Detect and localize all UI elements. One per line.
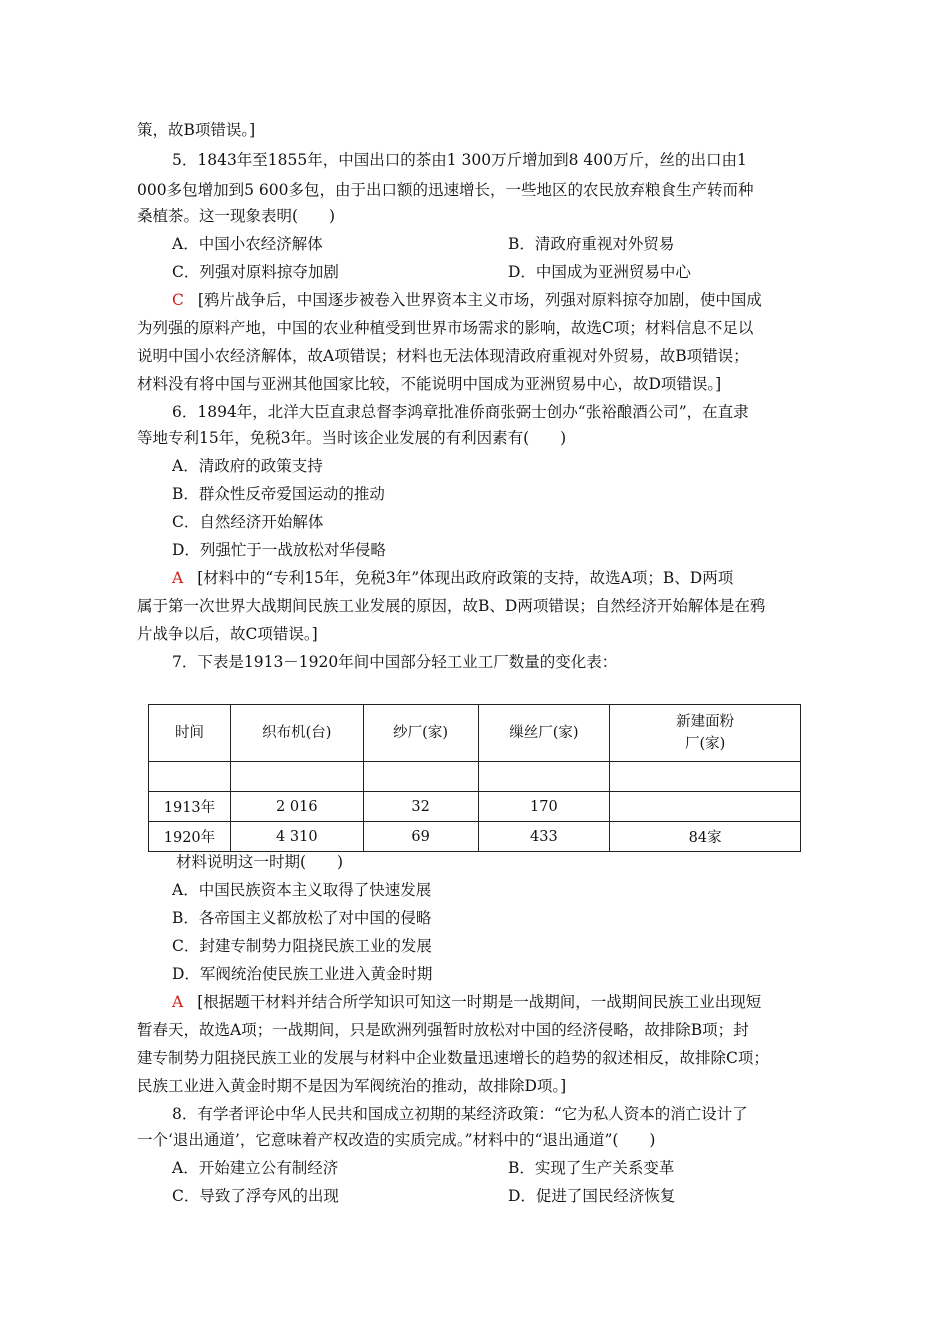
q5-explanation-line: C [鸦片战争后，中国逐步被卷入世界资本主义市场，列强对原料掠夺加剧，使中国成: [172, 291, 762, 309]
q7-explanation-line: 暂春天，故选A项；一战期间，只是欧洲列强暂时放松对中国的经济侵略，故排除B项；封: [137, 1021, 749, 1039]
table-header-cell: 纱厂(家): [363, 705, 478, 762]
text-line: 策，故B项错误。]: [137, 121, 256, 139]
table-cell: 2 016: [230, 792, 363, 822]
table-row: [149, 822, 801, 852]
q8-option-b: B．实现了生产关系变革: [508, 1159, 675, 1177]
table-cell: 170: [478, 792, 610, 822]
table-cell: 84家: [610, 822, 801, 852]
question-5-stem: 5．1843年至1855年，中国出口的茶由1 300万斤增加到8 400万斤，丝的出口由1: [172, 151, 747, 169]
q5-option-a: A．中国小农经济解体: [172, 235, 323, 253]
q6-option-a: A．清政府的政策支持: [172, 457, 323, 475]
table-cell: 433: [478, 822, 610, 852]
table-header-cell: 时间: [149, 705, 231, 762]
question-6-stem: 6．1894年，北洋大臣直隶总督李鸿章批准侨商张弼士创办“张裕酿酒公司”，在直隶: [172, 403, 749, 421]
q7-prompt: 材料说明这一时期( ): [176, 853, 344, 871]
q5-explanation-line: 说明中国小农经济解体，故A项错误；材料也无法体现清政府重视对外贸易，故B项错误；: [137, 347, 749, 365]
q7-option-c: C．封建专制势力阻挠民族工业的发展: [172, 937, 432, 955]
q8-option-c: C．导致了浮夸风的出现: [172, 1187, 339, 1205]
table-cell: [230, 762, 363, 792]
table-cell: [149, 762, 231, 792]
table-header-cell: 织布机(台): [230, 705, 363, 762]
q8-option-d: D．促进了国民经济恢复: [508, 1187, 676, 1205]
table-row: [149, 762, 801, 792]
table-cell: 4 310: [230, 822, 363, 852]
q5-option-d: D．中国成为亚洲贸易中心: [508, 263, 691, 281]
q6-option-c: C．自然经济开始解体: [172, 513, 324, 531]
text-line: 000多包增加到5 600多包，由于出口额的迅速增长，一些地区的农民放弃粮食生产转而种: [137, 181, 754, 199]
q5-explanation-line: 为列强的原料产地，中国的农业种植受到世界市场需求的影响，故选C项；材料信息不足以: [137, 319, 754, 337]
text-line: 桑植茶。这一现象表明( ): [137, 207, 336, 225]
q5-option-c: C．列强对原料掠夺加剧: [172, 263, 339, 281]
table-cell: 32: [363, 792, 478, 822]
q7-option-b: B．各帝国主义都放松了对中国的侵略: [172, 909, 432, 927]
q6-explanation-line: 片战争以后，故C项错误。]: [137, 625, 318, 643]
question-6-stem: 等地专利15年，免税3年。当时该企业发展的有利因素有( ): [137, 429, 567, 447]
question-7-stem: 7．下表是1913－1920年间中国部分轻工业工厂数量的变化表：: [172, 653, 618, 671]
q7-answer: A: [172, 993, 184, 1011]
q6-option-d: D．列强忙于一战放松对华侵略: [172, 541, 386, 559]
table-cell: 69: [363, 822, 478, 852]
q6-explanation-line: 属于第一次世界大战期间民族工业发展的原因，故B、D两项错误；自然经济开始解体是在鸦: [137, 597, 766, 615]
table-cell: 1913年: [149, 792, 231, 822]
table-cell: [610, 792, 801, 822]
table-header-cell: 缫丝厂(家): [478, 705, 610, 762]
q7-option-a: A．中国民族资本主义取得了快速发展: [172, 881, 432, 899]
table-header-row: [149, 705, 801, 762]
q5-option-b: B．清政府重视对外贸易: [508, 235, 675, 253]
table-cell: 1920年: [149, 822, 231, 852]
q6-answer: A: [172, 569, 184, 587]
q7-explanation-line: A [根据题干材料并结合所学知识可知这一时期是一战期间，一战期间民族工业出现短: [172, 993, 762, 1011]
q5-explanation-line: 材料没有将中国与亚洲其他国家比较，不能说明中国成为亚洲贸易中心，故D项错误。]: [137, 375, 722, 393]
q5-answer: C: [172, 291, 184, 309]
table-row: [149, 792, 801, 822]
q6-explanation-line: A [材料中的“专利15年，免税3年”体现出政府政策的支持，故选A项；B、D两项: [172, 569, 734, 587]
table-cell: [363, 762, 478, 792]
question-8-stem: 8．有学者评论中华人民共和国成立初期的某经济政策：“它为私人资本的消亡设计了: [172, 1105, 748, 1123]
q7-explanation-line: 建专制势力阻挠民族工业的发展与材料中企业数量迅速增长的趋势的叙述相反，故排除C项；: [137, 1049, 769, 1067]
question-8-stem: 一个‘退出通道’，它意味着产权改造的实质完成。”材料中的“退出通道”( ): [137, 1131, 656, 1149]
data-table: [148, 704, 801, 852]
table-header-cell: 新建面粉 厂(家): [610, 705, 801, 762]
q6-option-b: B．群众性反帝爱国运动的推动: [172, 485, 385, 503]
q7-explanation-line: 民族工业进入黄金时期不是因为军阀统治的推动，故排除D项。]: [137, 1077, 567, 1095]
q7-option-d: D．军阀统治使民族工业进入黄金时期: [172, 965, 433, 983]
q8-option-a: A．开始建立公有制经济: [172, 1159, 339, 1177]
table-cell: [610, 762, 801, 792]
table-cell: [478, 762, 610, 792]
